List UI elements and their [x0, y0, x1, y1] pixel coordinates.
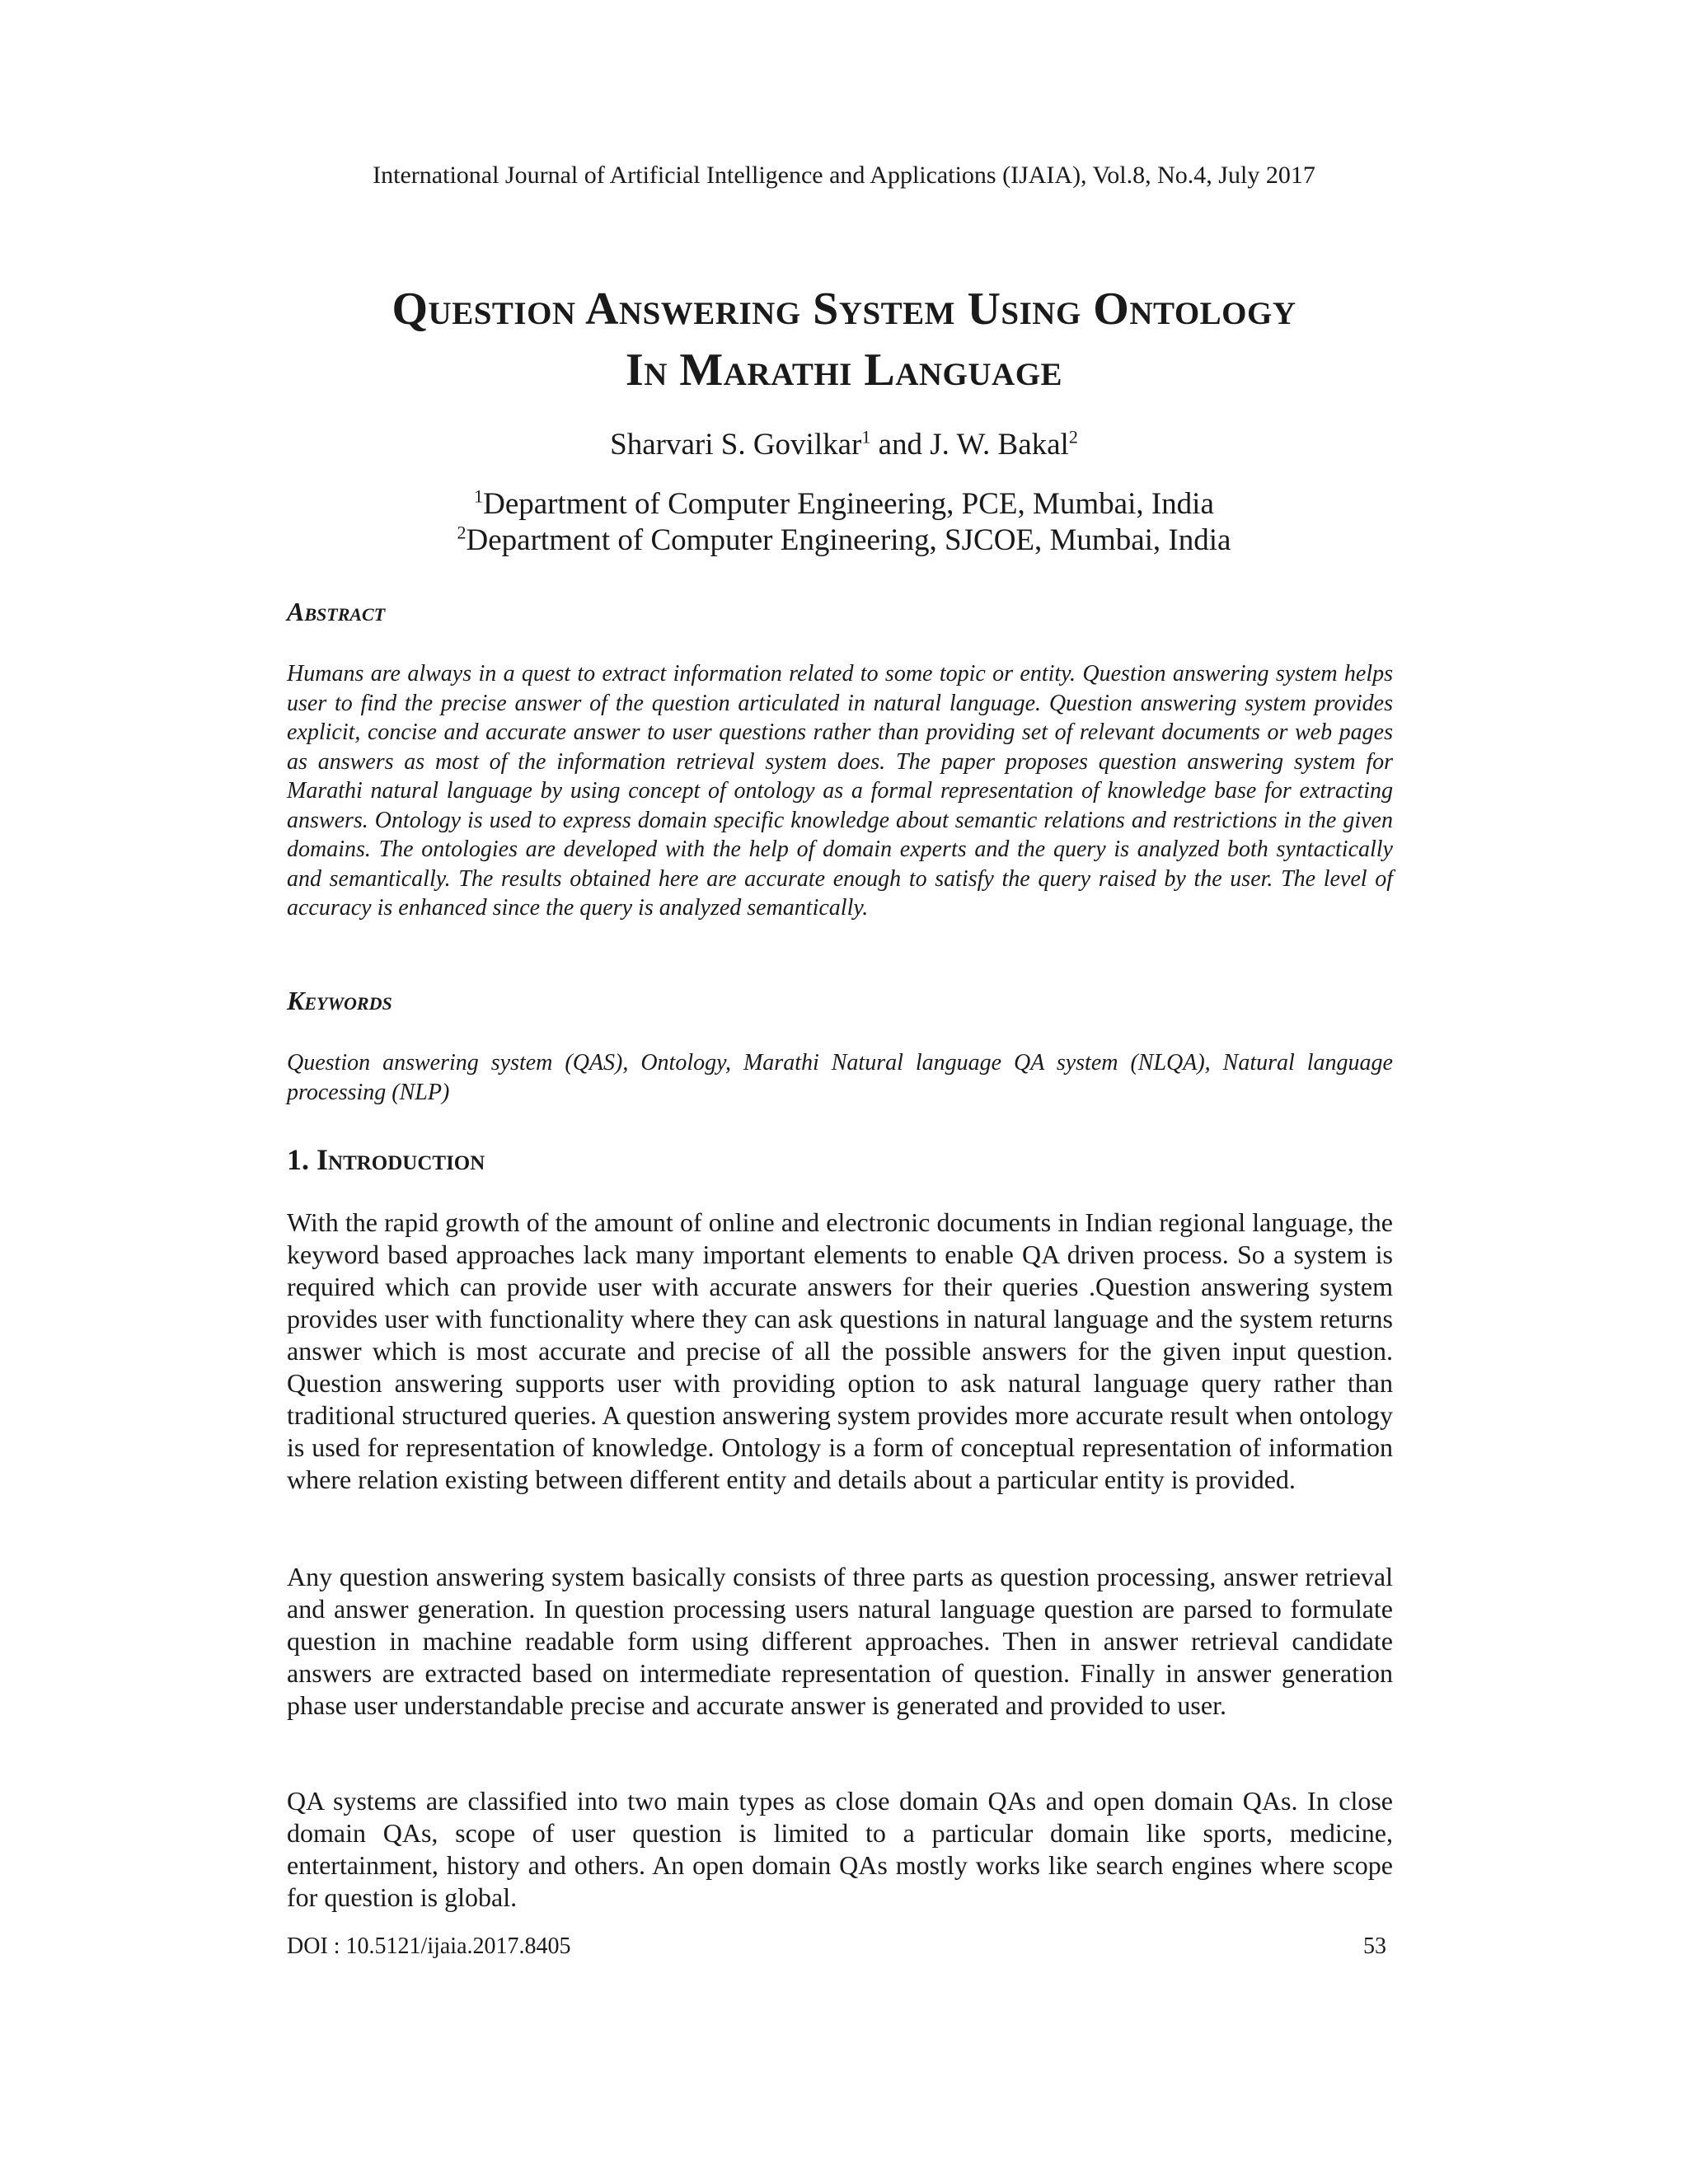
affiliation-mark: 1: [861, 426, 871, 448]
introduction-heading: 1. Introduction: [287, 1143, 485, 1176]
abstract-heading: Abstract: [287, 597, 386, 626]
page-number: 53: [1363, 1933, 1386, 1959]
title-line-1: Question Answering System Using Ontology: [392, 284, 1296, 335]
author-name: Sharvari S. Govilkar: [610, 428, 862, 462]
affiliation-text: Department of Computer Engineering, PCE, Mumbai, India: [483, 487, 1214, 521]
paper-title: [0, 279, 1688, 401]
intro-paragraph-1: With the rapid growth of the amount of online and electronic documents in Indian regional language, the keyword based approaches lack many important elements to enable QA driven process. So a system is required which can provide user with accurate answers for their queries .Question answering system provides user with functionality where they can ask questions in natural language and the system returns answer which is most accurate and precise of all the possible answers for the given input question. Question answering supports user with providing option to ask natural language query rather than traditional structured queries. A question answering system provides more accurate result when ontology is used for representation of knowledge. Ontology is a form of conceptual representation of information where relation existing between different entity and details about a particular entity is provided.: [287, 1207, 1393, 1494]
intro-paragraph-3: QA systems are classified into two main types as close domain QAs and open domain QAs. In close domain QAs, scope of user question is limited to a particular domain like sports, medicine, entertainment, history and others. An open domain QAs mostly works like search engines where scope for question is global.: [287, 1786, 1393, 1912]
affiliation-text: Department of Computer Engineering, SJCOE, Mumbai, India: [466, 523, 1231, 557]
author-separator: and: [870, 428, 931, 462]
affiliation-mark: 2: [457, 522, 467, 543]
intro-paragraph-2: Any question answering system basically consists of three parts as question processing, answer retrieval and answer generation. In question processing users natural language question are parsed to formulate question in machine readable form using different approaches. Then in answer retrieval candidate answers are extracted based on intermediate representation of question. Finally in answer generation phase user understandable precise and accurate answer is generated and provided to user.: [287, 1562, 1393, 1720]
affiliation-1: [0, 486, 1688, 523]
keywords-text: Question answering system (QAS), Ontology, Marathi Natural language QA system (NLQA), Natural language processing (NLP): [287, 1050, 1393, 1105]
author-list: [0, 427, 1688, 462]
affiliation-mark: 2: [1068, 426, 1078, 448]
affiliation-mark: 1: [474, 485, 484, 507]
affiliation-2: [0, 523, 1688, 559]
author-name: J. W. Bakal: [930, 428, 1069, 462]
keywords-heading: Keywords: [287, 986, 392, 1015]
affiliations: [0, 486, 1688, 559]
title-line-2: In Marathi Language: [625, 344, 1063, 396]
running-header: International Journal of Artificial Intelligence and Applications (IJAIA), Vol.8, No.4, July 2017: [373, 162, 1315, 189]
doi-footer: DOI : 10.5121/ijaia.2017.8405: [287, 1933, 571, 1959]
abstract-text: Humans are always in a quest to extract information related to some topic or entity. Question answering system helps user to find the precise answer of the question articulated in natural language. Question answering system provides explicit, concise and accurate answer to user questions rather than providing set of relevant documents or web pages as answers as most of the information retrieval system does. The paper proposes question answering system for Marathi natural language by using concept of ontology as a formal representation of knowledge base for extracting answers. Ontology is used to express domain specific knowledge about semantic relations and restrictions in the given domains. The ontologies are developed with the help of domain experts and the query is analyzed both syntactically and semantically. The results obtained here are accurate enough to satisfy the query raised by the user. The level of accuracy is enhanced since the query is analyzed semantically.: [287, 661, 1393, 921]
